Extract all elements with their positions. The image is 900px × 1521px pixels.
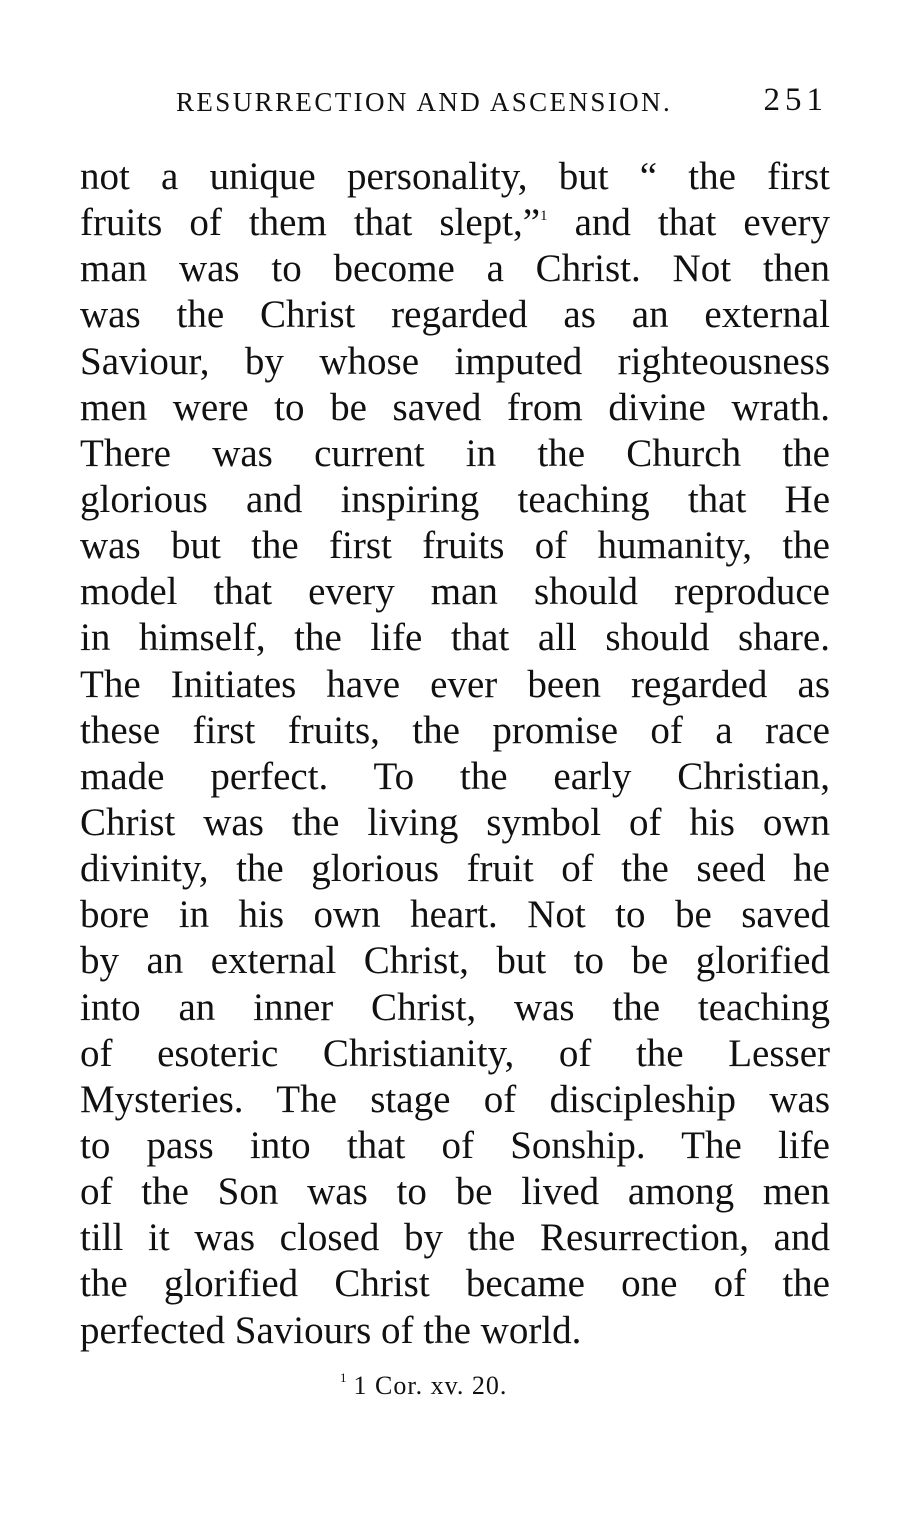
running-head (176, 82, 828, 122)
text-line (80, 200, 830, 246)
text-line: made perfect. To the early Christian, (80, 754, 830, 798)
text-line: divinity, the glorious fruit of the seed he (80, 847, 830, 891)
text-line: was the Christ regarded as an external (80, 293, 830, 337)
text-line: perfected Saviours of the world. (80, 1308, 582, 1352)
footnote-reference: 1 (540, 208, 548, 225)
text-line: by an external Christ, but to be glorified (80, 939, 830, 983)
text-line: not a unique personality, but “ the first (80, 155, 830, 198)
text-line: the glorified Christ became one of the (80, 1262, 830, 1306)
text-line: Mysteries. The stage of discipleship was (80, 1077, 830, 1121)
text-line: of esoteric Christianity, of the Lesser (80, 1031, 830, 1075)
body-paragraph (80, 154, 830, 1354)
text-segment: fruits of them that slept,” (80, 201, 541, 245)
text-line: these first fruits, the promise of a race (80, 708, 830, 752)
text-line: bore in his own heart. Not to be saved (80, 893, 830, 937)
footnote-text: 1 Cor. xv. 20. (353, 1371, 508, 1400)
footnote (340, 1368, 507, 1404)
text-line: in himself, the life that all should share. (80, 616, 830, 660)
text-line: to pass into that of Sonship. The life (80, 1123, 830, 1167)
text-line: men were to be saved from divine wrath. (80, 385, 830, 429)
text-line: The Initiates have ever been regarded as (80, 662, 830, 706)
footnote-mark: 1 (340, 1370, 348, 1385)
page-number: 251 (763, 82, 828, 118)
text-line: was but the first fruits of humanity, the (80, 524, 830, 568)
text-line: There was current in the Church the (80, 431, 830, 475)
text-line: Christ was the living symbol of his own (80, 800, 830, 844)
text-line: model that every man should reproduce (80, 570, 830, 614)
text-segment: and that every (574, 201, 830, 245)
running-title: RESURRECTION AND ASCENSION. (176, 87, 673, 117)
text-line: of the Son was to be lived among men (80, 1170, 830, 1214)
text-line: till it was closed by the Resurrection, and (80, 1216, 830, 1260)
text-line: glorious and inspiring teaching that He (80, 477, 830, 521)
text-line: man was to become a Christ. Not then (80, 247, 830, 291)
text-line: into an inner Christ, was the teaching (80, 985, 830, 1029)
text-line: Saviour, by whose imputed righteousness (80, 339, 830, 383)
